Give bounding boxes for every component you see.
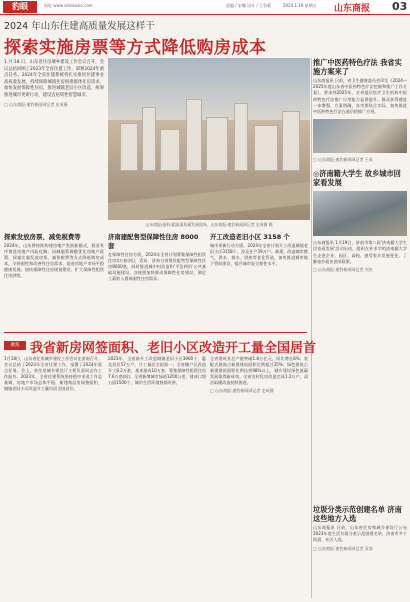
article-column-3 (210, 232, 308, 267)
column-2-text: 在保障性住房方面，2024年全省计划筹集保障性租赁住房4万套(间)，青岛、济南分别建设配售型保障性住房8000套，同时推进城中村改造和'平急两用'公共基础设施建设。各地要加快推动保障性住房建设，满足工薪收入群体刚性住房需求。 (108, 252, 206, 282)
sidebar-text-2: 山东商报讯 1月19日，济南市第八届'济南籍大学生回家看发展'活动启动，组织在外求学的济南籍大学生走进企业、园区、高校，感受家乡发展变化，了解家乡就业创业政策。 (313, 240, 407, 264)
article-column-2 (108, 232, 206, 282)
issue-date: 2024.1.19 星期五 (283, 3, 317, 8)
main-photo (108, 58, 310, 220)
sidebar-photo-2 (313, 191, 407, 236)
sidebar (313, 58, 407, 273)
column-1-heading: 探索发放房票、减免税费等 (4, 233, 81, 241)
column-divider (311, 58, 312, 598)
column-2-heading: 济南建配售型保障性住房 8000 套 (108, 233, 199, 250)
lede-text: 1 月 18 日，山东省住房城乡建设工作会议召开，会议总结回顾了2023年全省住建工作，部署2024年重点任务。2024年全省住建系统将扎实推进住建事业高质量发展，持续保障城镇住房困难群体住房需求，加快发展保障性住房，推进城镇老旧小区改造，统筹推进城市更新行动，建设宜居韧性智慧城市。 (4, 60, 104, 98)
column-1-text: 2024年，山东将持续构建房地产发展新模式，稳妥有序推进房地产风险化解。因城施策调整优化房地产政策，探索实施发放房票、减免税费等方式降低购房成本，支持刚性和改善性住房需求，促进房地产市场平稳健康发展。加快保障性住房规划建设，扩大保障性租赁住房供给。 (4, 243, 104, 279)
section-tag: 聚焦 (4, 341, 26, 350)
main-headline: 探索实施房票等方式降低购房成本 (4, 38, 267, 58)
section-2-text-3: 全省建筑业总产值突破1.8万亿元，同比增长8%；装配式建筑占新建建筑面积比例超过35%；绿色建筑占新建建筑面积比例达到98%以上，城乡建设绿色低碳发展取得新成效。全省农村危房改造完成1.2万户，清洁取暖改造持续推进。 (210, 356, 308, 386)
section-2-column-1 (4, 356, 102, 393)
section-2-column-3 (210, 356, 308, 394)
sidebar-headline-1: 推广中医药特色疗法 我省实施方案来了 (313, 58, 402, 76)
lede-byline: □ 山东商报·速豹新闻网记者 史成静 (4, 101, 68, 107)
column-3-heading: 开工改造老旧小区 3158 个 (210, 233, 290, 241)
page-number: 03 (392, 0, 408, 13)
lede-article (4, 60, 104, 108)
article-column-1 (4, 232, 104, 280)
sidebar-byline-2: □ 山东商报·速豹新闻网记者 刘杰 (313, 267, 373, 273)
sidebar-byline-1: □ 山东商报·速豹新闻网记者 王成 (313, 157, 373, 163)
site-url: 网址:www.sdxiaoxie.com (44, 3, 93, 8)
sidebar-photo-1 (313, 119, 407, 153)
section-2-text-1: 1月18日，山东省住房城乡建设工作会议在济南召开。会议总结了2023年全省住建工作，部署了2024年重点任务。会上，省住房城乡建设厅主要负责同志作工作报告。2023年，全省住建系统坚持稳中求进工作总基调，房地产市场总体平稳，新建商品房网签面积、城镇老旧小区改造开工量均居全国首位。 (4, 356, 102, 392)
logo: 豹眼 (3, 1, 37, 13)
section-2-text-2: 2023年，全省新开工改造城镇老旧小区3900个、惠及居民57万户，开工量居全国第一；全省棚户区改造开工8.2万套，基本建成10万套；筹集保障性租赁住房7.6万套(间)。全省新增城市绿道1200公里，建成口袋公园1500个，城市生活环境持续改善。 (108, 356, 206, 386)
kicker: 2024 年山东住建高质量发展这样干 (4, 21, 155, 32)
sidebar-text-3: 山东商报讯 日前，山东省住房和城乡建设厅公布2023年度生活垃圾分类示范创建名单，济南市多个街道、社区入选。 (313, 525, 407, 543)
page-header (0, 0, 410, 15)
editor-credits: 责编 / 宋娜 设计 / 王争莉 (226, 3, 272, 8)
section-rule (4, 332, 307, 333)
sidebar-text-1: 山东商报讯 日前，省卫生健康委员会印发《2024—2025年度山东省中医药特色疗法挖掘和推广工作方案》，要求到2025年，全省基层医疗卫生机构中医药特色疗法推广应用能力显著提升，群众获得感进一步增强。方案明确，各市要结合实际，加快推进中医药特色疗法在基层的推广应用。 (313, 78, 407, 115)
sidebar-bottom (313, 505, 407, 552)
sidebar-byline-3: □ 山东商报·速豹新闻网记者 袁涛 (313, 545, 373, 551)
section-2-column-2 (108, 356, 206, 386)
photo-caption: 山东商报(报料)超高清质量发展现场，山东商报·速豹新闻网记者 史成静 摄 (145, 222, 273, 227)
section-name: 山东商报 (334, 4, 371, 14)
section-2-headline: 我省新房网签面积、老旧小区改造开工量全国居首 (30, 341, 317, 356)
sidebar-headline-2: ◎济南籍大学生 故乡城市回家看发展 (313, 169, 401, 188)
column-3-text: 城市更新行动方面，2024年全省计划开工改造城镇老旧小区3158个、涉及住户39万户。新建、改造城市燃气、供水、排水、供热等老化管道，加快推进城市地下管网建设，提升城市安全韧性水平。 (210, 243, 308, 267)
section-2-byline: □ 山东商报·速豹新闻网记者 史成静 (210, 388, 274, 394)
sidebar-headline-3: 垃圾分类示范创建名单 济南这些地方入选 (313, 505, 402, 523)
